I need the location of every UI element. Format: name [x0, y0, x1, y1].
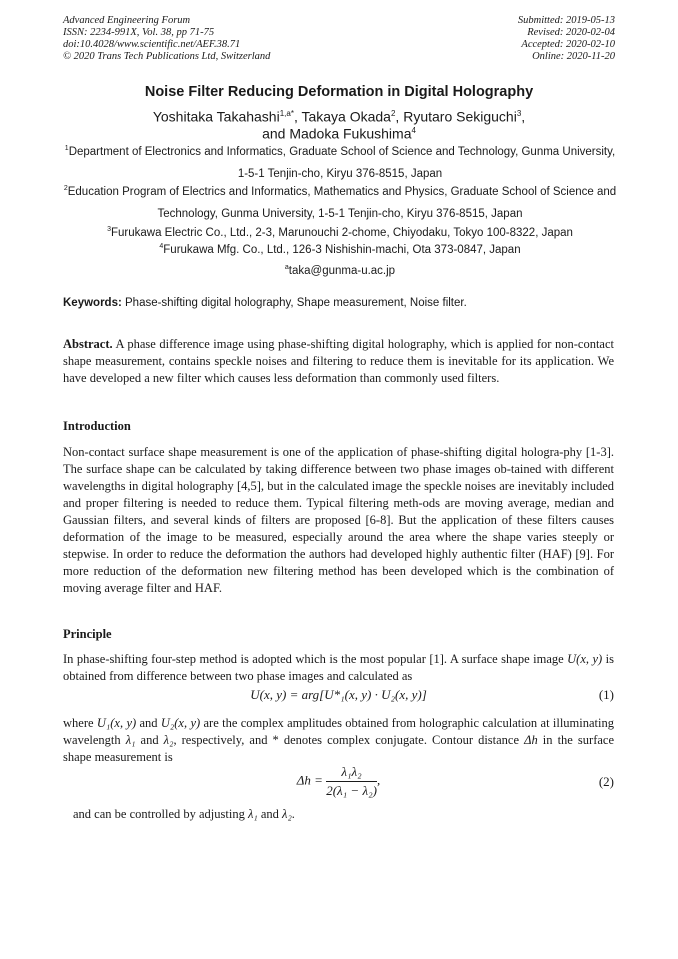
text-run: and [135, 733, 164, 747]
principle-paragraph-2 [63, 715, 614, 766]
equation-1-expression: U(x, y) = arg[U*₁(x, y) · U₂(x, y)] [250, 687, 427, 702]
date-online: Online: 2020-11-20 [532, 51, 615, 62]
math-variable: λ₁ [125, 733, 136, 747]
affil-text: Education Program of Electrics and Informatics, Mathematics and Physics, Graduate School of Science and Technology, Gunma University, 1-5-1 Tenjin-cho, Kiryu 376-8515, Japan [67, 185, 617, 220]
math-variable: λ₁ [247, 807, 258, 821]
equation-2 [63, 764, 614, 800]
affil-text: Furukawa Electric Co., Ltd., 2-3, Marunouchi 2-chome, Chiyodaku, Tokyo 100-8322, Japan [110, 226, 573, 239]
affiliation-2 [60, 178, 620, 225]
text-run: and [257, 807, 283, 821]
corresponding-email [60, 260, 620, 279]
math-variable: λ₂ [163, 733, 174, 747]
abstract-text: A phase difference image using phase-shifting digital holography, which is applied for non-contact shape measurement, contains speckle noises and filtering to reduce them is inevitable for its application. We have developed a new filter which causes less deformation than commonly used filters. [63, 337, 614, 385]
text-run: In phase-shifting four-step method is adopted which is the most popular [1]. A surface shape image [63, 652, 568, 666]
author-name: Ryutaro Sekiguchi [403, 108, 517, 125]
principle-paragraph-3 [73, 806, 624, 823]
math-variable: U(x, y) [567, 652, 603, 666]
author-conjunction: and [262, 125, 290, 142]
author-affil-sup: 3 [516, 109, 522, 118]
affiliation-4 [60, 239, 620, 258]
equation-1 [63, 687, 614, 707]
equation-2-number: (2) [598, 774, 614, 789]
text-run: where [63, 716, 97, 730]
equation-2-fraction [326, 764, 377, 799]
affiliation-3 [40, 222, 640, 241]
introduction-paragraph: Non-contact surface shape measurement is one of the application of phase-shifting digital hologra-phy [1-3]. The surface shape can be calculated by taking difference between two phase images ob-tained with different wavelengths in digital holography [4,5], but in the calculated image the speckle noises are inevitably included and proper filtering is needed to reduce them. Typical filtering meth-ods are moving average, median and Gaussian filters, and several kinds of filters are proposed [6-8]. But the application of these filters causes deformation of the image to be measured, especially around the area where the shape varies steeply or stepwise. In order to reduce the deformation the authors had developed highly authentic filter (HAF) [9]. For more reduction of the deformation new filtering method has been developed which is the combination of moving average filter and HAF. [63, 445, 614, 595]
text-run: . [291, 807, 295, 821]
text-run: and can be controlled by adjusting [73, 807, 248, 821]
affil-sup: 1 [64, 145, 69, 152]
text-run: , respectively, and * denotes complex conjugate. Contour distance [173, 733, 525, 747]
math-variable: U₂(x, y) [160, 716, 201, 730]
author-list: Yoshitaka Takahashi$^{1,a*}$, Takaya Okada$^2$, Ryutaro Sekiguchi$^3$, and Madoka Fukushima$^4$ [152, 108, 526, 142]
equation-2-expression [63, 764, 614, 799]
submission-dates [518, 15, 615, 63]
journal-doi: doi:10.4028/www.scientific.net/AEF.38.71 [63, 39, 241, 50]
author-name: Yoshitaka Takahashi [152, 108, 280, 125]
principle-paragraph-1 [63, 651, 614, 685]
text-run: is obtained from difference between two phase images and calculated as [63, 652, 614, 683]
affil-sup: 4 [159, 243, 164, 250]
math-variable: λ₂ [282, 807, 292, 821]
keywords-label: Keywords: [63, 297, 122, 309]
journal-issn: ISSN: 2234-991X, Vol. 38, pp 71-75 [63, 27, 215, 38]
equation-2-denominator: 2(λ₁ − λ₂) [326, 783, 377, 798]
equation-2-numerator: λ₁λ₂ [326, 764, 377, 782]
journal-copyright: © 2020 Trans Tech Publications Ltd, Switzerland [63, 51, 271, 62]
author-affil-sup: 2 [390, 109, 396, 118]
affil-sup: 3 [107, 226, 111, 233]
equation-1-number: (1) [598, 687, 614, 702]
date-accepted: Accepted: 2020-02-10 [521, 39, 615, 50]
affil-sup: 2 [63, 185, 68, 192]
text-run: are the complex amplitudes obtained from holographic calculation at illuminating wavelength [63, 716, 614, 747]
abstract [63, 336, 614, 387]
affil-sup: a [284, 264, 289, 271]
math-variable: Δh [524, 733, 538, 747]
email-text: taka@gunma-u.ac.jp [288, 264, 396, 277]
equation-2-lhs: Δh = [296, 772, 323, 788]
text-run: and [136, 716, 161, 730]
date-revised: Revised: 2020-02-04 [527, 27, 615, 38]
author-name: Madoka Fukushima [289, 125, 412, 142]
paper-title: Noise Filter Reducing Deformation in Digital Holography [144, 84, 534, 100]
text-run: in the surface shape measurement is [63, 733, 615, 764]
keywords-text: Phase-shifting digital holography, Shape measurement, Noise filter. [125, 297, 467, 309]
author-name: Takaya Okada [301, 108, 391, 125]
author-affil-sup: 1,a* [279, 109, 294, 118]
keywords [63, 297, 623, 309]
author-affil-sup: 4 [411, 125, 416, 135]
section-heading-introduction: Introduction [63, 419, 131, 433]
affil-text: Department of Electronics and Informatics, Graduate School of Science and Technology, Gunma University, 1-5-1 Tenjin-cho, Kiryu 376-8515, Japan [68, 145, 616, 180]
equation-2-comma: , [376, 772, 381, 788]
abstract-label: Abstract. [63, 337, 113, 351]
journal-name: Advanced Engineering Forum [63, 15, 191, 26]
date-submitted: Submitted: 2019-05-13 [517, 15, 615, 26]
affil-text: Furukawa Mfg. Co., Ltd., 126-3 Nishishin-machi, Ota 373-0847, Japan [163, 243, 521, 256]
journal-info [63, 15, 270, 63]
math-variable: U₁(x, y) [96, 716, 137, 730]
section-heading-principle: Principle [63, 627, 112, 641]
